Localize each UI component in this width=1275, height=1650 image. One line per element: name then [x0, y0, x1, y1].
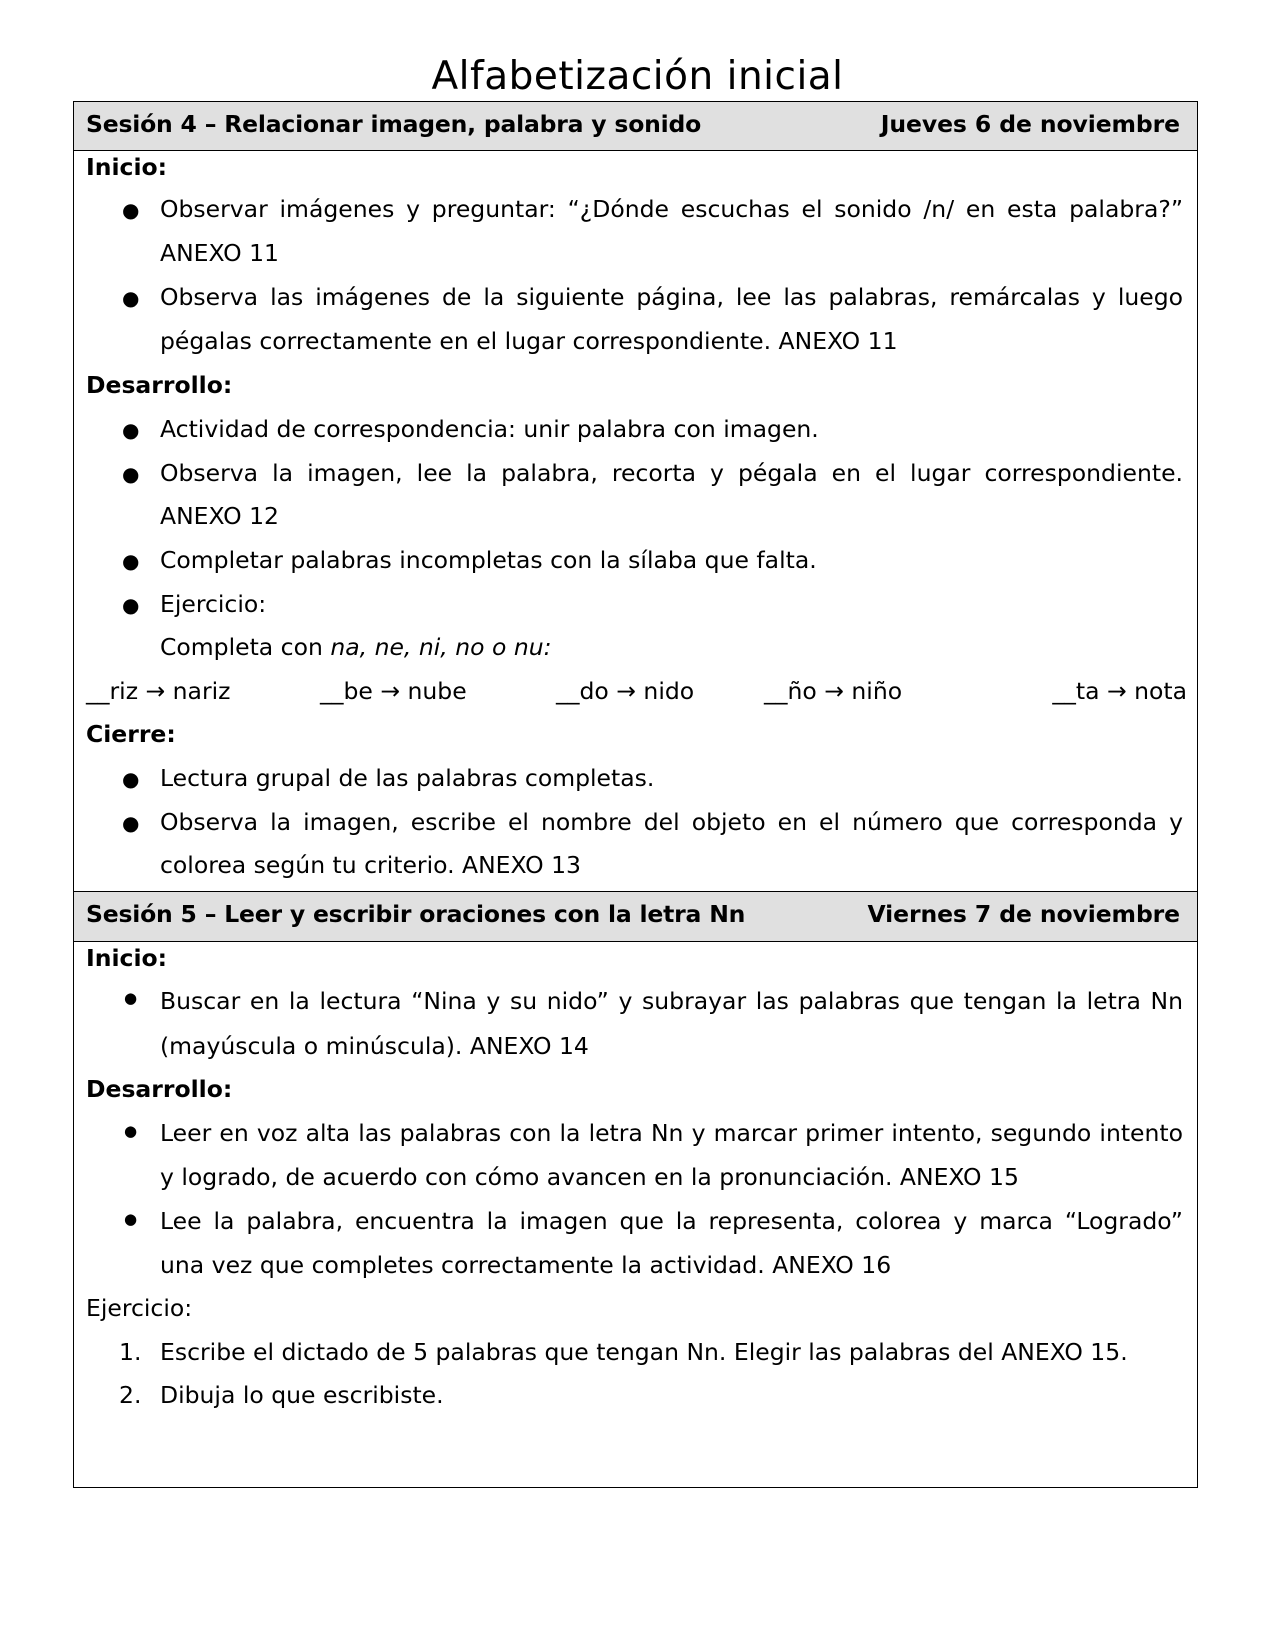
session-4-date: Jueves 6 de noviembre	[880, 110, 1180, 138]
word-nota: __ta → nota	[1052, 677, 1187, 705]
document-title: Alfabetización inicial	[431, 54, 844, 99]
bullet: ●	[122, 767, 140, 791]
bullet: ●	[122, 811, 140, 835]
session-5-date: Viernes 7 de noviembre	[867, 900, 1180, 928]
word-nube: __be → nube	[320, 677, 467, 705]
session-4-inicio-label: Inicio:	[86, 153, 168, 181]
session-5-ejercicio-item-2: Dibuja lo que escribiste.	[160, 1381, 444, 1409]
session-5-desarrollo-item-2: Lee la palabra, encuentra la imagen que la representa, colorea y marca “Logrado”	[160, 1207, 1183, 1235]
bullet: ●	[122, 462, 140, 486]
list-number: 1.	[119, 1338, 142, 1366]
session-4-inicio-item-2: Observa las imágenes de la siguiente página, lee las palabras, remárcalas y luego	[160, 283, 1183, 311]
bullet: ●	[124, 1122, 138, 1140]
bullet: ●	[124, 1210, 138, 1228]
session-table	[73, 101, 1198, 1488]
session-4-inicio-item-1-cont: ANEXO 11	[160, 239, 279, 267]
session-4-cierre-item-2: Observa la imagen, escribe el nombre del objeto en el número que corresponda y	[160, 808, 1183, 836]
session-4-desarrollo-item-4: Ejercicio:	[160, 590, 267, 618]
word-nariz: __riz → nariz	[86, 677, 231, 705]
session-4-desarrollo-item-2-cont: ANEXO 12	[160, 502, 279, 530]
session-4-cierre-item-1: Lectura grupal de las palabras completas.	[160, 764, 655, 792]
bullet: ●	[124, 989, 138, 1007]
session-4-desarrollo-label: Desarrollo:	[86, 371, 233, 399]
session-5-inicio-label: Inicio:	[86, 944, 168, 972]
session-5-inicio-item-1: Buscar en la lectura “Nina y su nido” y subrayar las palabras que tengan la letra Nn	[160, 987, 1183, 1015]
bullet: ●	[122, 198, 140, 222]
session-5-ejercicio-label: Ejercicio:	[86, 1294, 193, 1322]
session-4-cierre-label: Cierre:	[86, 720, 176, 748]
session-4-cierre-item-2-cont: colorea según tu criterio. ANEXO 13	[160, 851, 581, 879]
session-5-ejercicio-item-1: Escribe el dictado de 5 palabras que tengan Nn. Elegir las palabras del ANEXO 15.	[160, 1338, 1128, 1366]
session-4-inicio-item-2-cont: pégalas correctamente en el lugar correspondiente. ANEXO 11	[160, 327, 898, 355]
session-5-desarrollo-item-1-cont: y logrado, de acuerdo con cómo avancen en la pronunciación. ANEXO 15	[160, 1163, 1019, 1191]
session-4-desarrollo-item-1: Actividad de correspondencia: unir palabra con imagen.	[160, 415, 819, 443]
session-5-inicio-item-1-cont: (mayúscula o minúscula). ANEXO 14	[160, 1032, 589, 1060]
session-5-title: Sesión 5 – Leer y escribir oraciones con la letra Nn	[86, 900, 746, 928]
session-5-desarrollo-item-2-cont: una vez que completes correctamente la actividad. ANEXO 16	[160, 1251, 892, 1279]
session-5-header	[74, 891, 1197, 942]
bullet: ●	[122, 549, 140, 573]
bullet: ●	[122, 286, 140, 310]
session-4-desarrollo-item-2: Observa la imagen, lee la palabra, recorta y pégala en el lugar correspondiente.	[160, 459, 1183, 487]
completa-syllables: na, ne, ni, no o nu:	[330, 633, 552, 661]
session-4-title: Sesión 4 – Relacionar imagen, palabra y sonido	[86, 110, 702, 138]
session-5-desarrollo-item-1: Leer en voz alta las palabras con la letra Nn y marcar primer intento, segundo intento	[160, 1119, 1183, 1147]
completa-prefix: Completa con	[160, 633, 331, 661]
session-5-desarrollo-label: Desarrollo:	[86, 1075, 233, 1103]
bullet: ●	[122, 418, 140, 442]
list-number: 2.	[119, 1381, 142, 1409]
word-nido: __do → nido	[556, 677, 695, 705]
session-4-desarrollo-item-3: Completar palabras incompletas con la sílaba que falta.	[160, 546, 817, 574]
session-4-completa-line	[160, 633, 1183, 661]
session-4-header	[74, 102, 1197, 151]
word-nino: __ño → niño	[764, 677, 903, 705]
bullet: ●	[122, 593, 140, 617]
session-4-inicio-item-1: Observar imágenes y preguntar: “¿Dónde escuchas el sonido /n/ en esta palabra?”	[160, 195, 1183, 223]
